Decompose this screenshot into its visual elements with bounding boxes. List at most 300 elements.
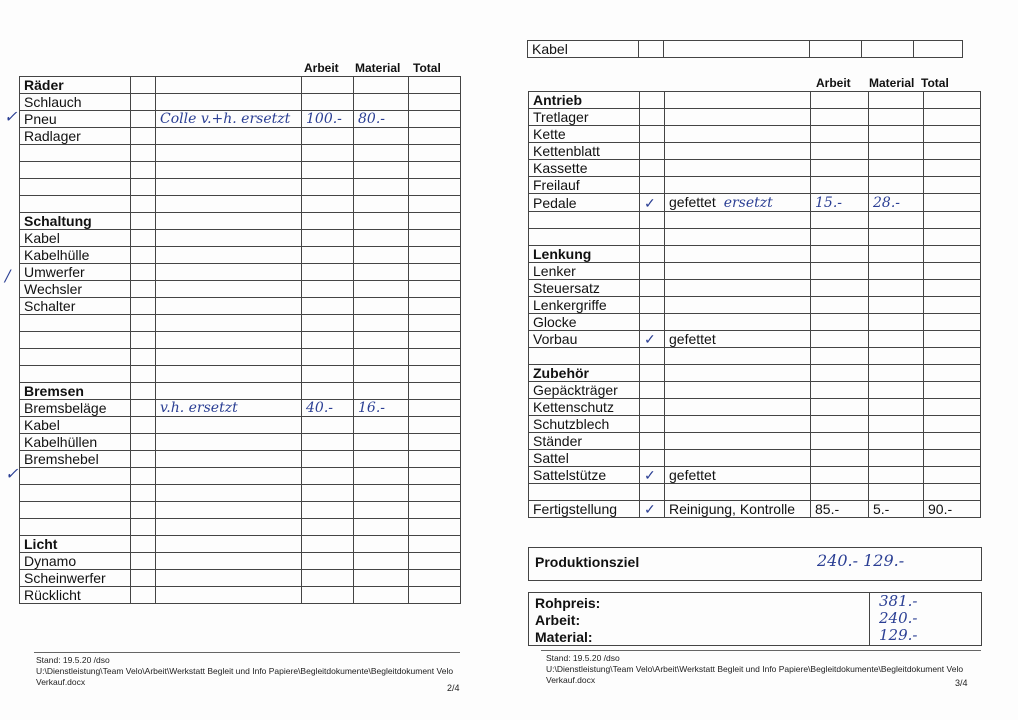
row-material xyxy=(354,179,409,196)
row-label: Steuersatz xyxy=(529,280,640,297)
row-material xyxy=(354,247,409,264)
table-row xyxy=(529,382,981,399)
table-row xyxy=(20,519,461,536)
table-row xyxy=(529,143,981,160)
row-check xyxy=(131,332,156,349)
footer-line: Verkauf.docx xyxy=(546,675,596,685)
row-arbeit xyxy=(302,196,354,213)
row-material xyxy=(869,382,924,399)
row-total xyxy=(924,314,981,331)
row-material xyxy=(869,433,924,450)
row-material: 28.- xyxy=(869,194,924,212)
page-number: 3/4 xyxy=(955,678,968,688)
table-row xyxy=(20,570,461,587)
row-material xyxy=(354,315,409,332)
row-note xyxy=(156,179,302,196)
row-label: Kettenschutz xyxy=(529,399,640,416)
row-arbeit xyxy=(302,315,354,332)
row-note xyxy=(156,264,302,281)
row-arbeit xyxy=(811,382,869,399)
left-table-body xyxy=(20,77,461,604)
row-total xyxy=(409,417,461,434)
table-row xyxy=(20,502,461,519)
row-label: Schalter xyxy=(20,298,131,315)
row-check xyxy=(131,349,156,366)
row-note xyxy=(156,315,302,332)
table-row xyxy=(20,298,461,315)
table-row xyxy=(529,365,981,382)
row-check xyxy=(131,468,156,485)
row-note xyxy=(156,468,302,485)
row-label: Kette xyxy=(529,126,640,143)
rohpreis-label: Rohpreis: xyxy=(535,595,601,611)
table-row xyxy=(529,416,981,433)
row-note xyxy=(665,348,811,365)
row-note: gefettet xyxy=(665,467,811,484)
row-material xyxy=(869,297,924,314)
row-arbeit xyxy=(302,128,354,145)
row-material xyxy=(354,451,409,468)
row-material xyxy=(354,570,409,587)
row-arbeit xyxy=(811,416,869,433)
header-arbeit: Arbeit xyxy=(816,76,851,90)
row-note xyxy=(665,212,811,229)
row-material xyxy=(869,348,924,365)
row-note xyxy=(665,314,811,331)
row-check xyxy=(131,213,156,230)
arbeit-label: Arbeit: xyxy=(535,612,581,628)
row-total xyxy=(409,587,461,604)
row-arbeit xyxy=(302,366,354,383)
row-label: Bremsen xyxy=(20,383,131,400)
row-total xyxy=(409,94,461,111)
margin-check-pneu: ✓ xyxy=(4,107,18,126)
margin-check-kabelhuelle: / xyxy=(5,266,11,285)
row-label: Schaltung xyxy=(20,213,131,230)
table-row xyxy=(529,177,981,194)
table-row xyxy=(529,194,981,212)
row-note xyxy=(156,196,302,213)
row-note xyxy=(156,298,302,315)
table-row xyxy=(529,92,981,109)
table-row xyxy=(529,246,981,263)
row-label xyxy=(20,145,131,162)
table-row xyxy=(529,433,981,450)
row-check xyxy=(640,126,665,143)
row-material xyxy=(354,519,409,536)
table-row xyxy=(529,109,981,126)
row-material xyxy=(869,160,924,177)
row-check xyxy=(640,314,665,331)
row-note xyxy=(665,246,811,263)
table-row xyxy=(529,450,981,467)
row-check xyxy=(131,587,156,604)
row-label: Scheinwerfer xyxy=(20,570,131,587)
row-total xyxy=(409,77,461,94)
row-check xyxy=(640,416,665,433)
row-arbeit xyxy=(302,77,354,94)
row-note xyxy=(665,143,811,160)
row-material xyxy=(354,536,409,553)
row-material xyxy=(869,143,924,160)
row-arbeit xyxy=(811,229,869,246)
row-arbeit xyxy=(302,587,354,604)
row-arbeit xyxy=(302,162,354,179)
table-row xyxy=(20,196,461,213)
row-label: Zubehör xyxy=(529,365,640,382)
table-row xyxy=(20,264,461,281)
left-page xyxy=(0,0,505,720)
row-total xyxy=(409,247,461,264)
material-label: Material: xyxy=(535,629,593,645)
top-kabel-table xyxy=(527,40,963,58)
row-note xyxy=(156,451,302,468)
table-row xyxy=(529,501,981,518)
row-label: Dynamo xyxy=(20,553,131,570)
row-label: Kabelhülle xyxy=(20,247,131,264)
row-note xyxy=(156,536,302,553)
row-arbeit xyxy=(302,264,354,281)
row-note-print: gefettet xyxy=(669,194,716,210)
row-total xyxy=(924,92,981,109)
row-arbeit xyxy=(302,145,354,162)
row-label: Kassette xyxy=(529,160,640,177)
row-check xyxy=(640,229,665,246)
row-arbeit xyxy=(302,298,354,315)
row-note xyxy=(156,162,302,179)
row-total xyxy=(409,451,461,468)
row-check xyxy=(131,315,156,332)
row-check xyxy=(131,111,156,128)
row-check xyxy=(131,570,156,587)
table-row xyxy=(20,332,461,349)
row-check: ✓ xyxy=(640,194,665,212)
row-label: Glocke xyxy=(529,314,640,331)
row-label xyxy=(529,348,640,365)
row-material xyxy=(869,331,924,348)
row-note xyxy=(665,194,811,212)
row-total xyxy=(409,383,461,400)
row-total xyxy=(409,315,461,332)
row-total xyxy=(924,109,981,126)
row-label xyxy=(529,229,640,246)
row-check xyxy=(131,485,156,502)
row-note: Reinigung, Kontrolle xyxy=(665,501,811,518)
table-row xyxy=(20,451,461,468)
row-check xyxy=(640,160,665,177)
row-check xyxy=(131,434,156,451)
row-total xyxy=(924,229,981,246)
row-label: Pneu xyxy=(20,111,131,128)
row-label: Radlager xyxy=(20,128,131,145)
row-material xyxy=(354,145,409,162)
row-material xyxy=(869,109,924,126)
row-check xyxy=(640,263,665,280)
row-material xyxy=(354,502,409,519)
row-check xyxy=(131,536,156,553)
row-check xyxy=(640,382,665,399)
row-total xyxy=(409,145,461,162)
row-total xyxy=(409,553,461,570)
row-note xyxy=(156,77,302,94)
row-note xyxy=(156,247,302,264)
row-arbeit xyxy=(302,247,354,264)
footer-line: U:\Dienstleistung\Team Velo\Arbeit\Werkstatt Begleit und Info Papiere\Begleitdokumente\Begleitdokument Velo xyxy=(546,664,964,674)
row-arbeit xyxy=(302,417,354,434)
row-total xyxy=(409,281,461,298)
row-material xyxy=(869,177,924,194)
row-material xyxy=(354,417,409,434)
header-total: Total xyxy=(413,61,441,75)
row-material xyxy=(869,126,924,143)
row-material xyxy=(869,399,924,416)
left-worksheet-table xyxy=(19,76,461,604)
row-material xyxy=(354,77,409,94)
row-label xyxy=(20,315,131,332)
row-total xyxy=(409,196,461,213)
row-label: Licht xyxy=(20,536,131,553)
header-material: Material xyxy=(869,76,915,90)
row-check xyxy=(131,298,156,315)
header-material: Material xyxy=(355,61,401,75)
row-label xyxy=(20,519,131,536)
row-label: Schutzblech xyxy=(529,416,640,433)
table-row xyxy=(529,212,981,229)
row-check xyxy=(131,162,156,179)
row-label: Kabel xyxy=(20,417,131,434)
row-note xyxy=(156,417,302,434)
row-arbeit xyxy=(811,314,869,331)
row-label: Freilauf xyxy=(529,177,640,194)
row-total xyxy=(409,485,461,502)
row-label: Kabel xyxy=(528,41,639,58)
row-arbeit xyxy=(811,109,869,126)
row-arbeit xyxy=(302,468,354,485)
row-check xyxy=(131,519,156,536)
row-note-handwritten: ersetzt xyxy=(723,195,773,211)
row-arbeit xyxy=(302,179,354,196)
table-row xyxy=(20,587,461,604)
row-total xyxy=(409,468,461,485)
row-check xyxy=(640,348,665,365)
table-row xyxy=(20,366,461,383)
row-label: Bremshebel xyxy=(20,451,131,468)
row-note xyxy=(156,281,302,298)
right-table-body xyxy=(529,92,981,518)
row-material xyxy=(869,467,924,484)
row-arbeit xyxy=(302,502,354,519)
row-label xyxy=(20,162,131,179)
row-total xyxy=(409,230,461,247)
row-note xyxy=(156,587,302,604)
row-total xyxy=(924,399,981,416)
row-arbeit xyxy=(302,281,354,298)
table-row xyxy=(529,314,981,331)
row-arbeit xyxy=(811,348,869,365)
row-note xyxy=(156,332,302,349)
table-row xyxy=(20,434,461,451)
row-arbeit xyxy=(811,160,869,177)
row-label xyxy=(20,349,131,366)
table-row xyxy=(20,383,461,400)
table-row xyxy=(20,281,461,298)
row-arbeit xyxy=(811,331,869,348)
row-material xyxy=(354,264,409,281)
row-total xyxy=(409,264,461,281)
row-arbeit xyxy=(302,383,354,400)
row-material xyxy=(354,128,409,145)
row-total xyxy=(924,433,981,450)
row-material xyxy=(869,246,924,263)
row-label: Kabelhüllen xyxy=(20,434,131,451)
table-row xyxy=(20,417,461,434)
right-worksheet-table xyxy=(528,91,981,518)
row-note xyxy=(665,229,811,246)
row-material xyxy=(354,162,409,179)
row-note xyxy=(156,230,302,247)
row-arbeit: 40.- xyxy=(302,400,354,417)
row-label: Sattel xyxy=(529,450,640,467)
table-row xyxy=(529,160,981,177)
row-arbeit xyxy=(811,280,869,297)
row-arbeit xyxy=(302,570,354,587)
row-material xyxy=(354,349,409,366)
row-note xyxy=(665,433,811,450)
row-total xyxy=(409,179,461,196)
row-check xyxy=(131,247,156,264)
row-note xyxy=(156,553,302,570)
row-arbeit xyxy=(302,553,354,570)
row-check xyxy=(131,196,156,213)
row-total xyxy=(409,332,461,349)
table-row xyxy=(20,315,461,332)
row-arbeit xyxy=(302,94,354,111)
row-arbeit xyxy=(302,519,354,536)
row-check xyxy=(640,92,665,109)
table-row xyxy=(20,77,461,94)
row-check xyxy=(640,399,665,416)
table-row xyxy=(20,213,461,230)
row-label: Rücklicht xyxy=(20,587,131,604)
row-label: Räder xyxy=(20,77,131,94)
row-material xyxy=(869,365,924,382)
table-row xyxy=(20,128,461,145)
row-check xyxy=(131,145,156,162)
row-note xyxy=(665,263,811,280)
row-material xyxy=(354,94,409,111)
row-label: Wechsler xyxy=(20,281,131,298)
row-material xyxy=(354,366,409,383)
row-arbeit xyxy=(811,399,869,416)
table-row xyxy=(529,297,981,314)
summary-divider xyxy=(869,593,870,645)
row-total xyxy=(924,212,981,229)
row-note xyxy=(156,94,302,111)
row-check xyxy=(640,212,665,229)
row-material xyxy=(354,587,409,604)
row-material xyxy=(869,484,924,501)
row-check xyxy=(131,230,156,247)
row-arbeit xyxy=(302,451,354,468)
table-row xyxy=(529,263,981,280)
header-arbeit: Arbeit xyxy=(304,61,339,75)
produktionsziel-label: Produktionsziel xyxy=(535,554,640,570)
row-label xyxy=(20,485,131,502)
row-note xyxy=(665,126,811,143)
row-total xyxy=(409,570,461,587)
table-row xyxy=(20,162,461,179)
row-label: Lenker xyxy=(529,263,640,280)
footer-line: Stand: 19.5.20 /dso xyxy=(36,655,110,665)
row-total xyxy=(924,467,981,484)
row-check xyxy=(640,246,665,263)
row-material xyxy=(869,450,924,467)
row-note xyxy=(156,570,302,587)
row-label: Ständer xyxy=(529,433,640,450)
row-label: Schlauch xyxy=(20,94,131,111)
row-arbeit xyxy=(811,467,869,484)
row-material xyxy=(354,230,409,247)
table-row xyxy=(20,485,461,502)
table-row xyxy=(529,399,981,416)
row-label: Fertigstellung xyxy=(529,501,640,518)
table-row xyxy=(528,41,963,58)
summary-box xyxy=(528,592,982,646)
row-label: Sattelstütze xyxy=(529,467,640,484)
table-row xyxy=(529,484,981,501)
table-row xyxy=(20,94,461,111)
row-material xyxy=(354,213,409,230)
row-arbeit xyxy=(302,485,354,502)
row-total xyxy=(409,128,461,145)
row-arbeit xyxy=(302,434,354,451)
row-arbeit xyxy=(811,263,869,280)
row-note xyxy=(665,484,811,501)
row-arbeit xyxy=(811,297,869,314)
row-check xyxy=(131,502,156,519)
row-check xyxy=(640,433,665,450)
rohpreis-value: 381.- xyxy=(879,592,918,610)
row-arbeit: 100.- xyxy=(302,111,354,128)
row-note xyxy=(665,382,811,399)
row-check xyxy=(131,366,156,383)
row-arbeit: 85.- xyxy=(811,501,869,518)
row-note xyxy=(156,519,302,536)
row-total xyxy=(924,280,981,297)
row-label xyxy=(529,484,640,501)
row-label: Bremsbeläge xyxy=(20,400,131,417)
row-arbeit xyxy=(811,126,869,143)
row-total xyxy=(409,519,461,536)
row-note xyxy=(665,177,811,194)
row-total xyxy=(924,297,981,314)
row-note xyxy=(665,399,811,416)
row-check xyxy=(640,280,665,297)
row-check xyxy=(640,109,665,126)
row-note xyxy=(665,365,811,382)
right-page xyxy=(505,0,1018,720)
row-total xyxy=(924,177,981,194)
row-total xyxy=(924,382,981,399)
row-note xyxy=(665,160,811,177)
row-note: Colle v.+h. ersetzt xyxy=(156,111,302,128)
row-label: Pedale xyxy=(529,194,640,212)
row-arbeit xyxy=(811,365,869,382)
table-row xyxy=(529,126,981,143)
row-arbeit xyxy=(811,246,869,263)
footer-rule xyxy=(541,650,981,651)
table-row xyxy=(20,247,461,264)
